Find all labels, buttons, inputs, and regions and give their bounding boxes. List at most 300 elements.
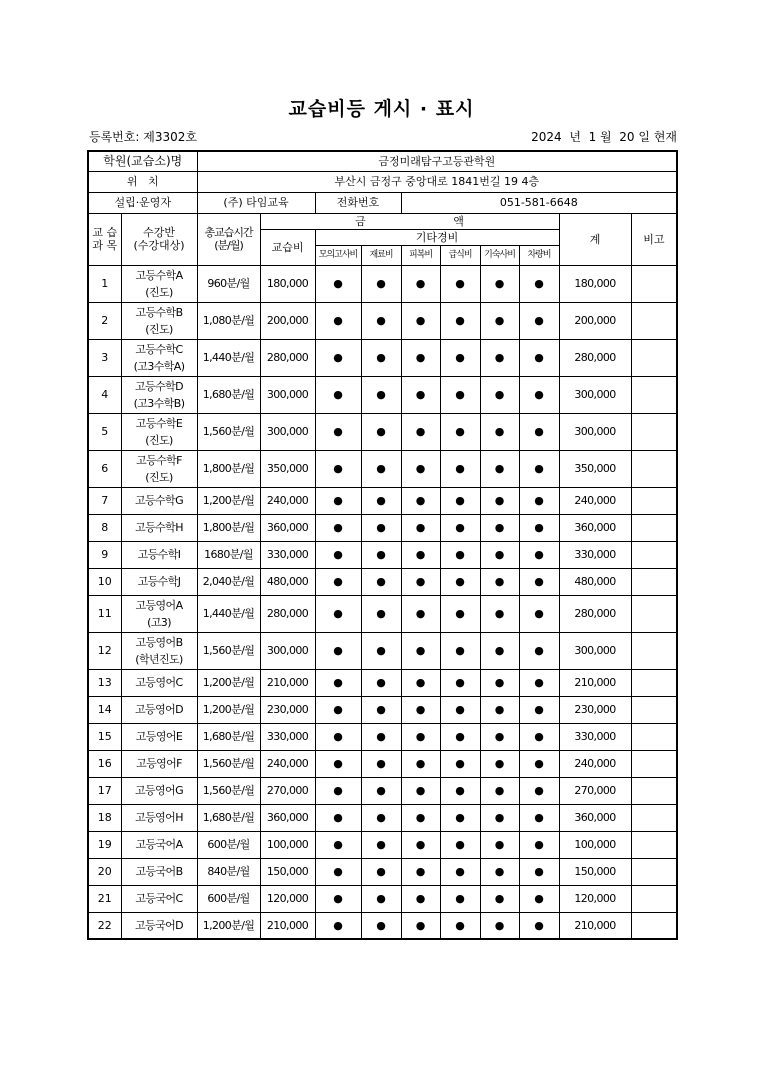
fee-cell: 150,000 bbox=[260, 858, 315, 885]
table-row bbox=[88, 595, 677, 632]
other-expense-dot: ● bbox=[440, 723, 480, 750]
other-expense-dot: ● bbox=[361, 541, 401, 568]
other-expense-dot: ● bbox=[361, 339, 401, 376]
fee-cell: 360,000 bbox=[260, 804, 315, 831]
registration-number: 등록번호: 제3302호 bbox=[89, 130, 197, 144]
other-expense-dot: ● bbox=[519, 912, 559, 939]
class-cell bbox=[121, 885, 197, 912]
class-cell bbox=[121, 450, 197, 487]
other-expense-dot: ● bbox=[315, 831, 361, 858]
fee-cell: 280,000 bbox=[260, 595, 315, 632]
note-cell bbox=[631, 450, 677, 487]
note-cell bbox=[631, 777, 677, 804]
class-name: 고등수학J bbox=[137, 575, 181, 588]
row-number: 5 bbox=[88, 413, 121, 450]
other-expense-dot: ● bbox=[519, 265, 559, 302]
note-cell bbox=[631, 632, 677, 669]
header-material: 재료비 bbox=[361, 245, 401, 265]
other-expense-dot: ● bbox=[401, 912, 440, 939]
other-expense-dot: ● bbox=[361, 696, 401, 723]
other-expense-dot: ● bbox=[440, 302, 480, 339]
page-title: 교습비등 게시 · 표시 bbox=[288, 98, 475, 120]
header-dorm: 기숙사비 bbox=[480, 245, 519, 265]
other-expense-dot: ● bbox=[401, 831, 440, 858]
note-cell bbox=[631, 831, 677, 858]
total-cell: 240,000 bbox=[559, 487, 631, 514]
other-expense-dot: ● bbox=[440, 339, 480, 376]
row-number: 18 bbox=[88, 804, 121, 831]
class-name: 고등수학I bbox=[137, 548, 181, 561]
class-name: 고등국어C bbox=[135, 892, 183, 905]
note-cell bbox=[631, 595, 677, 632]
fee-cell: 240,000 bbox=[260, 487, 315, 514]
founder-label: 설립·운영자 bbox=[88, 192, 197, 213]
other-expense-dot: ● bbox=[480, 696, 519, 723]
hours-cell: 1,680분/월 bbox=[197, 723, 260, 750]
header-class: 수강반 (수강대상) bbox=[121, 213, 197, 265]
other-expense-dot: ● bbox=[361, 302, 401, 339]
total-cell: 330,000 bbox=[559, 541, 631, 568]
other-expense-dot: ● bbox=[361, 723, 401, 750]
founder-row bbox=[88, 192, 677, 213]
total-cell: 280,000 bbox=[559, 595, 631, 632]
other-expense-dot: ● bbox=[401, 696, 440, 723]
other-expense-dot: ● bbox=[519, 777, 559, 804]
location-value: 부산시 금정구 중앙대로 1841번길 19 4층 bbox=[197, 171, 677, 192]
other-expense-dot: ● bbox=[361, 912, 401, 939]
other-expense-dot: ● bbox=[519, 450, 559, 487]
other-expense-dot: ● bbox=[401, 413, 440, 450]
row-number: 9 bbox=[88, 541, 121, 568]
header-vehicle: 차량비 bbox=[519, 245, 559, 265]
fee-cell: 230,000 bbox=[260, 696, 315, 723]
total-cell: 200,000 bbox=[559, 302, 631, 339]
class-target: (진도) bbox=[145, 285, 173, 299]
other-expense-dot: ● bbox=[315, 777, 361, 804]
other-expense-dot: ● bbox=[519, 750, 559, 777]
other-expense-dot: ● bbox=[401, 568, 440, 595]
hours-cell: 1,200분/월 bbox=[197, 912, 260, 939]
other-expense-dot: ● bbox=[480, 487, 519, 514]
other-expense-dot: ● bbox=[519, 302, 559, 339]
other-expense-dot: ● bbox=[480, 265, 519, 302]
other-expense-dot: ● bbox=[440, 750, 480, 777]
hours-cell: 600분/월 bbox=[197, 885, 260, 912]
total-cell: 210,000 bbox=[559, 912, 631, 939]
other-expense-dot: ● bbox=[361, 265, 401, 302]
total-cell: 210,000 bbox=[559, 669, 631, 696]
row-number: 15 bbox=[88, 723, 121, 750]
other-expense-dot: ● bbox=[480, 450, 519, 487]
class-name: 고등영어B bbox=[135, 635, 183, 649]
table-row bbox=[88, 302, 677, 339]
row-number: 16 bbox=[88, 750, 121, 777]
other-expense-dot: ● bbox=[480, 858, 519, 885]
other-expense-dot: ● bbox=[480, 885, 519, 912]
other-expense-dot: ● bbox=[315, 413, 361, 450]
table-row bbox=[88, 514, 677, 541]
class-name: 고등국어A bbox=[135, 838, 183, 851]
total-cell: 100,000 bbox=[559, 831, 631, 858]
fee-cell: 200,000 bbox=[260, 302, 315, 339]
other-expense-dot: ● bbox=[440, 912, 480, 939]
total-cell: 360,000 bbox=[559, 514, 631, 541]
other-expense-dot: ● bbox=[361, 669, 401, 696]
hours-cell: 1,440분/월 bbox=[197, 595, 260, 632]
row-number: 22 bbox=[88, 912, 121, 939]
other-expense-dot: ● bbox=[361, 831, 401, 858]
note-cell bbox=[631, 302, 677, 339]
class-cell bbox=[121, 413, 197, 450]
hours-cell: 600분/월 bbox=[197, 831, 260, 858]
class-cell bbox=[121, 568, 197, 595]
other-expense-dot: ● bbox=[480, 339, 519, 376]
class-cell bbox=[121, 487, 197, 514]
other-expense-dot: ● bbox=[401, 595, 440, 632]
header-hours: 총교습시간 (분/월) bbox=[197, 213, 260, 265]
total-cell: 230,000 bbox=[559, 696, 631, 723]
date-line: 2024 년 1 월 20 일 현재 bbox=[531, 130, 677, 144]
other-expense-dot: ● bbox=[315, 858, 361, 885]
note-cell bbox=[631, 696, 677, 723]
hours-cell: 1,560분/월 bbox=[197, 413, 260, 450]
class-cell bbox=[121, 376, 197, 413]
other-expense-dot: ● bbox=[480, 632, 519, 669]
class-name: 고등영어D bbox=[135, 703, 183, 716]
row-number: 12 bbox=[88, 632, 121, 669]
other-expense-dot: ● bbox=[361, 885, 401, 912]
other-expense-dot: ● bbox=[401, 376, 440, 413]
other-expense-dot: ● bbox=[361, 750, 401, 777]
academy-name-label: 학원(교습소)명 bbox=[88, 151, 197, 171]
hours-cell: 1,440분/월 bbox=[197, 339, 260, 376]
hours-cell: 1680분/월 bbox=[197, 541, 260, 568]
class-cell bbox=[121, 804, 197, 831]
class-name: 고등영어F bbox=[136, 757, 182, 770]
other-expense-dot: ● bbox=[401, 885, 440, 912]
hours-cell: 1,680분/월 bbox=[197, 376, 260, 413]
table-row bbox=[88, 723, 677, 750]
other-expense-dot: ● bbox=[401, 669, 440, 696]
header-row-1 bbox=[88, 213, 677, 229]
other-expense-dot: ● bbox=[315, 750, 361, 777]
other-expense-dot: ● bbox=[440, 831, 480, 858]
table-row bbox=[88, 376, 677, 413]
class-name: 고등영어H bbox=[135, 811, 183, 824]
other-expense-dot: ● bbox=[440, 632, 480, 669]
table-row bbox=[88, 777, 677, 804]
note-cell bbox=[631, 487, 677, 514]
other-expense-dot: ● bbox=[440, 487, 480, 514]
row-number: 19 bbox=[88, 831, 121, 858]
other-expense-dot: ● bbox=[519, 858, 559, 885]
other-expense-dot: ● bbox=[440, 541, 480, 568]
header-note: 비고 bbox=[631, 213, 677, 265]
other-expense-dot: ● bbox=[315, 568, 361, 595]
header-mock-exam: 모의고사비 bbox=[315, 245, 361, 265]
other-expense-dot: ● bbox=[401, 487, 440, 514]
other-expense-dot: ● bbox=[361, 487, 401, 514]
header-clothing: 피복비 bbox=[401, 245, 440, 265]
other-expense-dot: ● bbox=[315, 514, 361, 541]
note-cell bbox=[631, 912, 677, 939]
total-cell: 240,000 bbox=[559, 750, 631, 777]
other-expense-dot: ● bbox=[361, 777, 401, 804]
class-cell bbox=[121, 339, 197, 376]
other-expense-dot: ● bbox=[519, 514, 559, 541]
other-expense-dot: ● bbox=[401, 450, 440, 487]
class-cell bbox=[121, 912, 197, 939]
table-row bbox=[88, 339, 677, 376]
other-expense-dot: ● bbox=[401, 541, 440, 568]
other-expense-dot: ● bbox=[440, 804, 480, 831]
other-expense-dot: ● bbox=[440, 595, 480, 632]
other-expense-dot: ● bbox=[519, 632, 559, 669]
class-name: 고등영어G bbox=[134, 784, 184, 797]
class-name: 고등수학D bbox=[135, 379, 183, 393]
other-expense-dot: ● bbox=[519, 339, 559, 376]
other-expense-dot: ● bbox=[440, 669, 480, 696]
other-expense-dot: ● bbox=[440, 696, 480, 723]
founder-value: (주) 타임교육 bbox=[197, 192, 315, 213]
class-name: 고등수학F bbox=[136, 453, 182, 467]
fee-cell: 280,000 bbox=[260, 339, 315, 376]
other-expense-dot: ● bbox=[480, 302, 519, 339]
other-expense-dot: ● bbox=[440, 885, 480, 912]
table-row bbox=[88, 912, 677, 939]
row-number: 7 bbox=[88, 487, 121, 514]
other-expense-dot: ● bbox=[315, 376, 361, 413]
other-expense-dot: ● bbox=[315, 885, 361, 912]
class-cell bbox=[121, 858, 197, 885]
other-expense-dot: ● bbox=[519, 696, 559, 723]
other-expense-dot: ● bbox=[480, 413, 519, 450]
table-row bbox=[88, 804, 677, 831]
header-meal: 급식비 bbox=[440, 245, 480, 265]
class-target: (진도) bbox=[145, 470, 173, 484]
other-expense-dot: ● bbox=[519, 376, 559, 413]
class-name: 고등수학A bbox=[135, 268, 183, 282]
hours-cell: 2,040분/월 bbox=[197, 568, 260, 595]
other-expense-dot: ● bbox=[440, 514, 480, 541]
class-name: 고등수학G bbox=[134, 494, 184, 507]
table-row bbox=[88, 487, 677, 514]
other-expense-dot: ● bbox=[315, 487, 361, 514]
other-expense-dot: ● bbox=[401, 777, 440, 804]
class-cell bbox=[121, 777, 197, 804]
class-name: 고등영어A bbox=[135, 598, 183, 612]
fee-cell: 210,000 bbox=[260, 912, 315, 939]
other-expense-dot: ● bbox=[361, 514, 401, 541]
other-expense-dot: ● bbox=[315, 804, 361, 831]
other-expense-dot: ● bbox=[519, 541, 559, 568]
other-expense-dot: ● bbox=[401, 750, 440, 777]
note-cell bbox=[631, 750, 677, 777]
class-name: 고등국어D bbox=[135, 918, 183, 932]
header-subject: 교 습 과 목 bbox=[88, 213, 121, 265]
total-cell: 480,000 bbox=[559, 568, 631, 595]
hours-cell: 1,560분/월 bbox=[197, 632, 260, 669]
row-number: 14 bbox=[88, 696, 121, 723]
other-expense-dot: ● bbox=[519, 831, 559, 858]
class-name: 고등영어E bbox=[135, 730, 183, 743]
other-expense-dot: ● bbox=[480, 568, 519, 595]
total-cell: 120,000 bbox=[559, 885, 631, 912]
row-number: 8 bbox=[88, 514, 121, 541]
other-expense-dot: ● bbox=[480, 831, 519, 858]
fee-cell: 330,000 bbox=[260, 723, 315, 750]
other-expense-dot: ● bbox=[440, 777, 480, 804]
other-expense-dot: ● bbox=[480, 595, 519, 632]
table-row bbox=[88, 568, 677, 595]
other-expense-dot: ● bbox=[519, 885, 559, 912]
table-row bbox=[88, 885, 677, 912]
class-cell bbox=[121, 723, 197, 750]
table-row bbox=[88, 669, 677, 696]
other-expense-dot: ● bbox=[361, 804, 401, 831]
class-target: (진도) bbox=[145, 322, 173, 336]
class-cell bbox=[121, 302, 197, 339]
hours-cell: 1,560분/월 bbox=[197, 750, 260, 777]
total-cell: 180,000 bbox=[559, 265, 631, 302]
other-expense-dot: ● bbox=[519, 595, 559, 632]
fee-cell: 300,000 bbox=[260, 632, 315, 669]
row-number: 4 bbox=[88, 376, 121, 413]
other-expense-dot: ● bbox=[361, 568, 401, 595]
other-expense-dot: ● bbox=[315, 669, 361, 696]
fee-cell: 330,000 bbox=[260, 541, 315, 568]
table-row bbox=[88, 750, 677, 777]
other-expense-dot: ● bbox=[315, 696, 361, 723]
class-name: 고등수학H bbox=[135, 521, 183, 534]
other-expense-dot: ● bbox=[315, 541, 361, 568]
other-expense-dot: ● bbox=[361, 413, 401, 450]
row-number: 20 bbox=[88, 858, 121, 885]
table-row bbox=[88, 265, 677, 302]
table-row bbox=[88, 831, 677, 858]
fee-cell: 270,000 bbox=[260, 777, 315, 804]
total-cell: 300,000 bbox=[559, 376, 631, 413]
other-expense-dot: ● bbox=[401, 723, 440, 750]
fee-cell: 300,000 bbox=[260, 413, 315, 450]
class-name: 고등수학B bbox=[135, 305, 183, 319]
other-expense-dot: ● bbox=[480, 669, 519, 696]
other-expense-dot: ● bbox=[361, 376, 401, 413]
row-number: 17 bbox=[88, 777, 121, 804]
hours-cell: 840분/월 bbox=[197, 858, 260, 885]
other-expense-dot: ● bbox=[519, 413, 559, 450]
other-expense-dot: ● bbox=[315, 632, 361, 669]
class-target: (고3) bbox=[147, 615, 171, 629]
header-amount: 금 액 bbox=[260, 213, 559, 229]
fee-cell: 240,000 bbox=[260, 750, 315, 777]
note-cell bbox=[631, 885, 677, 912]
other-expense-dot: ● bbox=[480, 777, 519, 804]
class-cell bbox=[121, 595, 197, 632]
class-cell bbox=[121, 831, 197, 858]
other-expense-dot: ● bbox=[519, 568, 559, 595]
table-row bbox=[88, 696, 677, 723]
class-target: (고3수학B) bbox=[133, 396, 185, 410]
note-cell bbox=[631, 669, 677, 696]
class-cell bbox=[121, 696, 197, 723]
header-other: 기타경비 bbox=[315, 229, 559, 245]
other-expense-dot: ● bbox=[401, 858, 440, 885]
hours-cell: 1,200분/월 bbox=[197, 669, 260, 696]
other-expense-dot: ● bbox=[315, 302, 361, 339]
note-cell bbox=[631, 858, 677, 885]
fee-cell: 120,000 bbox=[260, 885, 315, 912]
note-cell bbox=[631, 541, 677, 568]
other-expense-dot: ● bbox=[519, 804, 559, 831]
total-cell: 360,000 bbox=[559, 804, 631, 831]
other-expense-dot: ● bbox=[519, 723, 559, 750]
table-row bbox=[88, 541, 677, 568]
table-row bbox=[88, 450, 677, 487]
hours-cell: 1,080분/월 bbox=[197, 302, 260, 339]
other-expense-dot: ● bbox=[315, 595, 361, 632]
other-expense-dot: ● bbox=[401, 339, 440, 376]
total-cell: 330,000 bbox=[559, 723, 631, 750]
other-expense-dot: ● bbox=[401, 514, 440, 541]
other-expense-dot: ● bbox=[440, 265, 480, 302]
class-cell bbox=[121, 750, 197, 777]
other-expense-dot: ● bbox=[440, 376, 480, 413]
class-name: 고등수학E bbox=[135, 416, 183, 430]
hours-cell: 960분/월 bbox=[197, 265, 260, 302]
other-expense-dot: ● bbox=[480, 541, 519, 568]
other-expense-dot: ● bbox=[480, 750, 519, 777]
fee-cell: 350,000 bbox=[260, 450, 315, 487]
row-number: 2 bbox=[88, 302, 121, 339]
location-label: 위 치 bbox=[88, 171, 197, 192]
row-number: 21 bbox=[88, 885, 121, 912]
row-number: 11 bbox=[88, 595, 121, 632]
class-target: (고3수학A) bbox=[133, 359, 185, 373]
note-cell bbox=[631, 568, 677, 595]
class-name: 고등수학C bbox=[135, 342, 183, 356]
academy-name-row bbox=[88, 151, 677, 171]
phone-label: 전화번호 bbox=[315, 192, 401, 213]
fee-cell: 300,000 bbox=[260, 376, 315, 413]
class-cell bbox=[121, 541, 197, 568]
hours-cell: 1,200분/월 bbox=[197, 487, 260, 514]
other-expense-dot: ● bbox=[480, 912, 519, 939]
table-row bbox=[88, 858, 677, 885]
header-fee: 교습비 bbox=[260, 229, 315, 265]
fee-cell: 360,000 bbox=[260, 514, 315, 541]
other-expense-dot: ● bbox=[440, 858, 480, 885]
other-expense-dot: ● bbox=[401, 804, 440, 831]
row-number: 3 bbox=[88, 339, 121, 376]
other-expense-dot: ● bbox=[315, 265, 361, 302]
other-expense-dot: ● bbox=[315, 912, 361, 939]
other-expense-dot: ● bbox=[440, 413, 480, 450]
header-total: 계 bbox=[559, 213, 631, 265]
row-number: 13 bbox=[88, 669, 121, 696]
other-expense-dot: ● bbox=[440, 450, 480, 487]
other-expense-dot: ● bbox=[480, 723, 519, 750]
total-cell: 270,000 bbox=[559, 777, 631, 804]
phone-value: 051-581-6648 bbox=[401, 192, 677, 213]
class-name: 고등국어B bbox=[135, 865, 183, 878]
row-number: 10 bbox=[88, 568, 121, 595]
total-cell: 280,000 bbox=[559, 339, 631, 376]
note-cell bbox=[631, 723, 677, 750]
fee-cell: 210,000 bbox=[260, 669, 315, 696]
fee-cell: 180,000 bbox=[260, 265, 315, 302]
class-target: (학년진도) bbox=[135, 652, 183, 666]
